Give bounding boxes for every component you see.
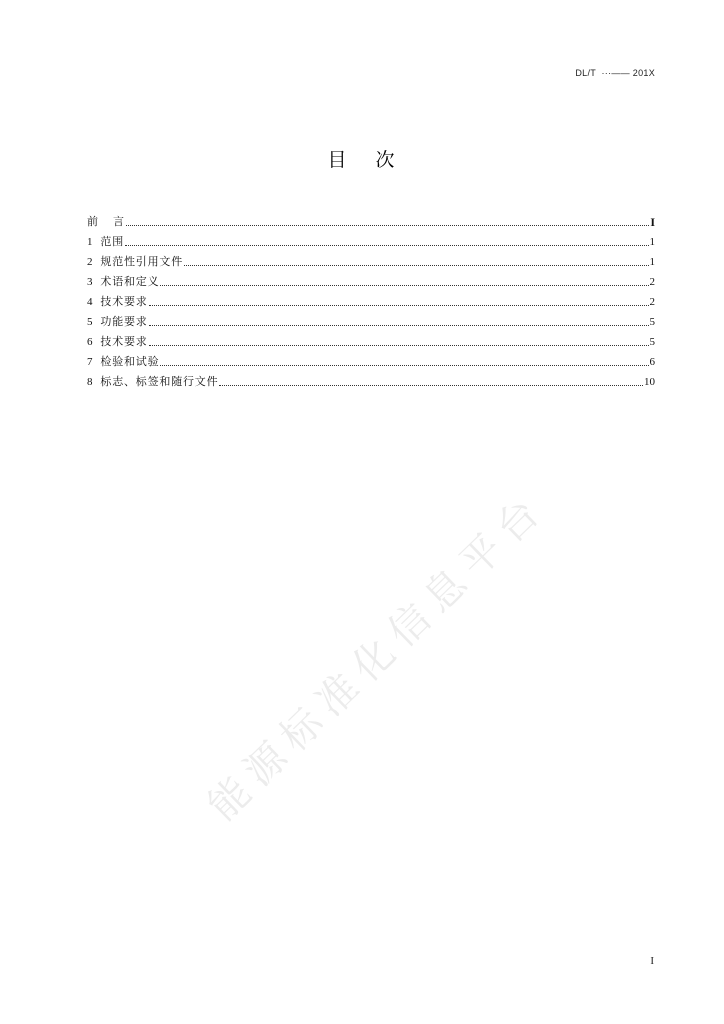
dot-leader — [160, 285, 648, 286]
dot-leader — [160, 365, 648, 366]
dot-leader — [149, 325, 649, 326]
toc-entry-label: 2 规范性引用文件 — [87, 256, 183, 268]
toc-entry-page: 5 — [649, 336, 655, 348]
table-of-contents — [87, 209, 655, 389]
toc-entry-page: 2 — [649, 276, 655, 288]
toc-entry-3[interactable] — [87, 269, 655, 289]
toc-entry-label: 1 范围 — [87, 236, 124, 248]
toc-entry-page: I — [650, 215, 655, 229]
dot-leader — [184, 265, 649, 266]
dot-leader — [149, 305, 649, 306]
toc-entry-label: 6 技术要求 — [87, 336, 148, 348]
dot-leader — [125, 245, 649, 246]
toc-entry-label: 8 标志、标签和随行文件 — [87, 376, 219, 388]
toc-entry-6[interactable] — [87, 329, 655, 349]
dot-leader — [219, 385, 643, 386]
toc-entry-5[interactable] — [87, 309, 655, 329]
toc-entry-4[interactable] — [87, 289, 655, 309]
standard-code-header: DL/T ···—— 201X — [575, 68, 655, 78]
dot-leader — [126, 225, 650, 226]
toc-entry-page: 2 — [649, 296, 655, 308]
toc-entry-label: 5 功能要求 — [87, 316, 148, 328]
toc-entry-7[interactable] — [87, 349, 655, 369]
toc-entry-2[interactable] — [87, 249, 655, 269]
toc-entry-label: 3 术语和定义 — [87, 276, 160, 288]
toc-entry-label: 7 检验和试验 — [87, 356, 160, 368]
toc-entry-page: 6 — [649, 356, 655, 368]
toc-entry-page: 1 — [649, 256, 655, 268]
toc-entry-1[interactable] — [87, 229, 655, 249]
dot-leader — [149, 345, 649, 346]
watermark: 能源标准化信息平台 — [199, 484, 556, 830]
page-number: I — [650, 955, 654, 967]
page-title: 目 次 — [327, 150, 397, 171]
toc-entry-label: 4 技术要求 — [87, 296, 148, 308]
toc-entry-label: 前 言 — [87, 216, 125, 228]
toc-entry-page: 10 — [644, 376, 655, 388]
toc-entry-page: 5 — [649, 316, 655, 328]
toc-entry-page: 1 — [649, 236, 655, 248]
toc-entry-preface[interactable] — [87, 209, 655, 229]
toc-entry-8[interactable] — [87, 369, 655, 389]
